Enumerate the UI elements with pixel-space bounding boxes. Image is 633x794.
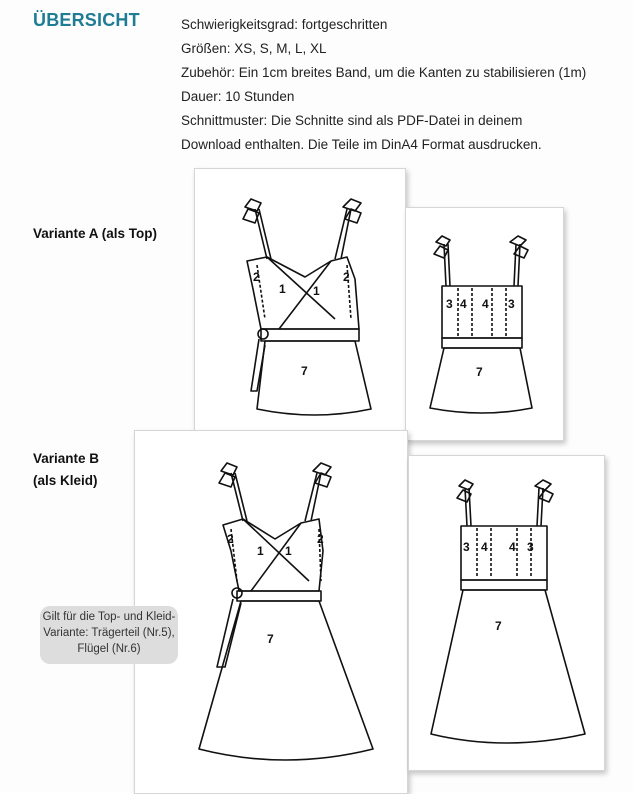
back-peplum: [430, 348, 532, 413]
variant-b-label-line1: Variante B: [33, 451, 100, 466]
strap-left: [231, 473, 247, 521]
label-1-right: 1: [313, 284, 320, 298]
waistband: [237, 591, 321, 601]
tie-end: [217, 599, 241, 667]
label-1-left: 1: [257, 544, 264, 558]
back-waistband: [442, 338, 522, 348]
label-4-right: 4: [482, 297, 489, 311]
page-title: ÜBERSICHT: [33, 10, 140, 30]
label-7: 7: [267, 632, 274, 646]
top-front-sketch: [194, 168, 406, 432]
difficulty-text: Schwierigkeitsgrad: fortgeschritten: [181, 17, 388, 32]
sizes-text: Größen: XS, S, M, L, XL: [181, 41, 327, 56]
label-7: 7: [495, 619, 502, 633]
duration-text: Dauer: 10 Stunden: [181, 89, 295, 104]
strap-right: [335, 209, 351, 259]
label-3-left: 3: [446, 297, 453, 311]
applies-to-note: Gilt für die Top- und Kleid-Variante: Trägerteil (Nr.5), Flügel (Nr.6): [40, 606, 178, 664]
label-3-left: 3: [463, 540, 470, 554]
pattern-text-line2: Download enthalten. Die Teile im DinA4 Format ausdrucken.: [181, 137, 542, 152]
straps: [444, 244, 520, 286]
label-2-right: 2: [343, 270, 350, 284]
top-back-sketch: [405, 207, 564, 441]
back-bodice: [442, 286, 522, 338]
pattern-info: [181, 13, 621, 157]
seam-lines: [231, 529, 321, 581]
waistband: [261, 329, 359, 341]
dress-back-sketch: [408, 455, 605, 771]
seam-lines: [257, 265, 351, 319]
label-4-left: 4: [481, 540, 488, 554]
accessories-text: Zubehör: Ein 1cm breites Band, um die Kanten zu stabilisieren (1m): [181, 65, 587, 80]
label-3-right: 3: [508, 297, 515, 311]
label-1-left: 1: [279, 282, 286, 296]
variant-b-label-line2: (als Kleid): [33, 473, 98, 488]
label-4-right: 4: [509, 540, 516, 554]
back-skirt: [431, 590, 585, 743]
label-2-right: 2: [317, 532, 324, 546]
label-7: 7: [476, 365, 483, 379]
label-4-left: 4: [460, 297, 467, 311]
label-2-left: 2: [253, 270, 260, 284]
back-waistband: [461, 580, 547, 590]
label-3-right: 3: [527, 540, 534, 554]
bodice-outline: [247, 257, 359, 329]
label-7: 7: [301, 364, 308, 378]
wrap-lines: [243, 519, 309, 591]
strap-right: [305, 473, 321, 521]
dress-skirt: [199, 601, 373, 760]
wrap-lines: [267, 257, 335, 329]
strap-left: [255, 209, 271, 259]
peplum-skirt: [257, 341, 371, 415]
label-1-right: 1: [285, 544, 292, 558]
variant-a-label: Variante A (als Top): [33, 226, 158, 241]
tie-knot: [258, 329, 268, 339]
label-2-left: 2: [227, 532, 234, 546]
straps: [465, 488, 543, 526]
back-bodice: [461, 526, 547, 580]
back-seams: [458, 288, 506, 336]
pattern-text-line1: Schnittmuster: Die Schnitte sind als PDF-Datei in deinem: [181, 113, 523, 128]
